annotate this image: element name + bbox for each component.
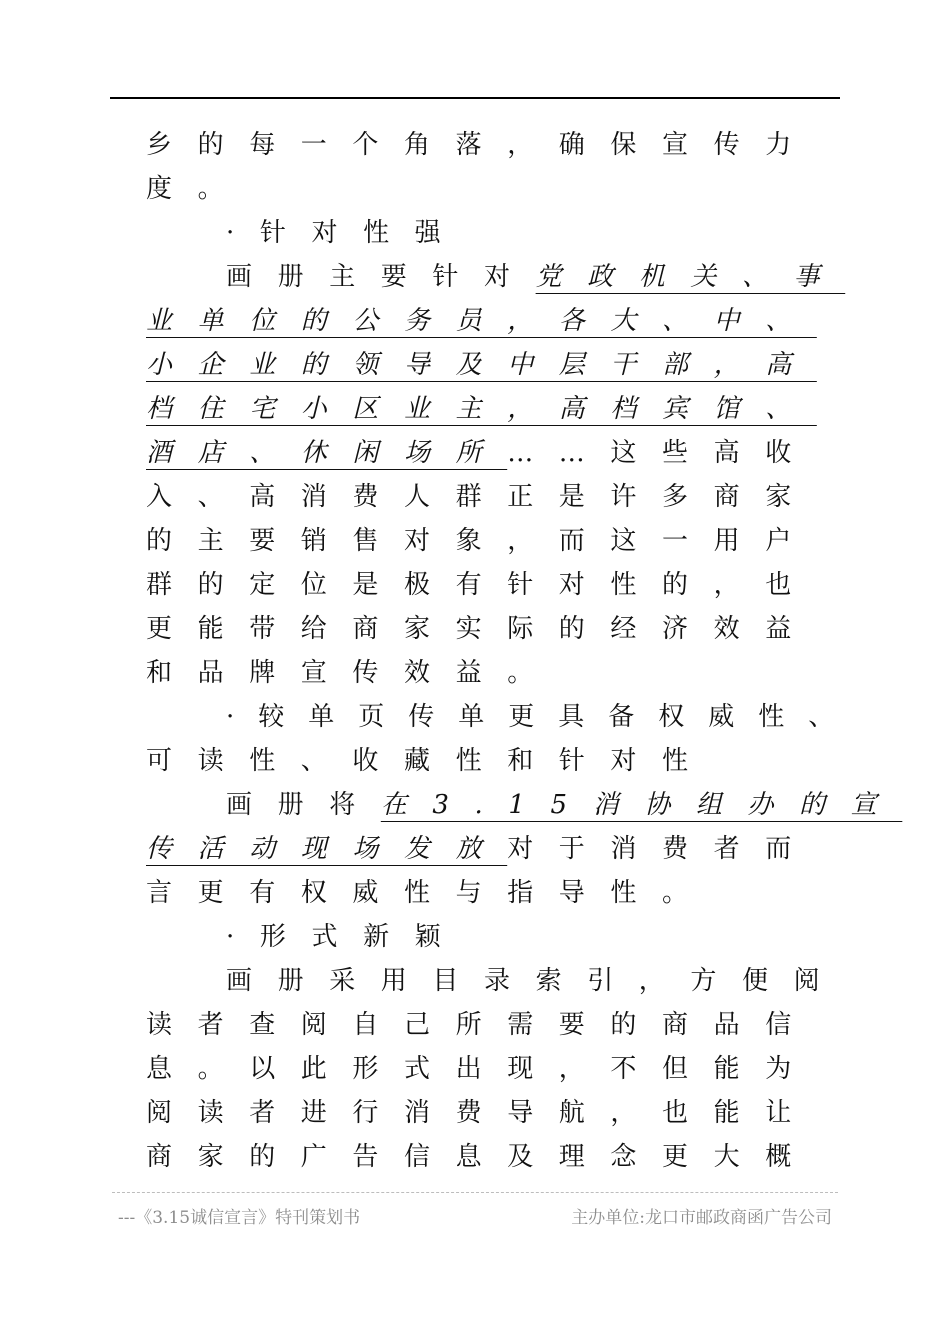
body-line-12: 更能带给商家实际的经济效益 [146, 614, 817, 644]
body-line-21: 读者查阅自己所需要的商品信 [146, 1010, 817, 1040]
header-rule [110, 97, 840, 99]
body-line-9: 入、高消费人群正是许多商家 [146, 482, 817, 512]
body-line-23: 阅读者进行消费导航，也能让 [146, 1098, 817, 1128]
footer-organizer: 主办单位:龙口市邮政商函广告公司 [571, 1208, 832, 1228]
body-line-4: 画册主要针对党政机关、事 [226, 262, 846, 292]
body-line-8: 酒店、休闲场所……这些高收 [146, 438, 817, 468]
section-heading-authority-cont: 可读性、收藏性和针对性 [146, 746, 714, 776]
body-line-2: 度。 [146, 174, 250, 204]
body-line-11: 群的定位是极有针对性的，也 [146, 570, 817, 600]
body-line-1: 乡的每一个角落，确保宣传力 [146, 130, 817, 160]
body-line-17: 传活动现场发放对于消费者而 [146, 834, 817, 864]
body-line-6: 小企业的领导及中层干部，高 [146, 350, 817, 380]
footer-rule [112, 1192, 838, 1193]
body-line-24: 商家的广告信息及理念更大概 [146, 1142, 817, 1172]
body-line-16: 画册将在3.15消协组办的宣 [226, 790, 903, 820]
body-line-10: 的主要销售对象，而这一用户 [146, 526, 817, 556]
body-line-13: 和品牌宣传效益。 [146, 658, 559, 688]
section-heading-targeting: ·针对性强 [226, 218, 467, 248]
body-line-7: 档住宅小区业主，高档宾馆、 [146, 394, 817, 424]
body-line-22: 息。以此形式出现，不但能为 [146, 1054, 817, 1084]
body-line-20: 画册采用目录索引，方便阅 [226, 966, 846, 996]
body-line-18: 言更有权威性与指导性。 [146, 878, 714, 908]
footer-document-title: ---《3.15诚信宣言》特刊策划书 [118, 1208, 361, 1228]
section-heading-novel-format: ·形式新颖 [226, 922, 467, 952]
body-line-5: 业单位的公务员，各大、中、 [146, 306, 817, 336]
section-heading-authority: ·较单页传单更具备权威性、 [226, 702, 859, 732]
